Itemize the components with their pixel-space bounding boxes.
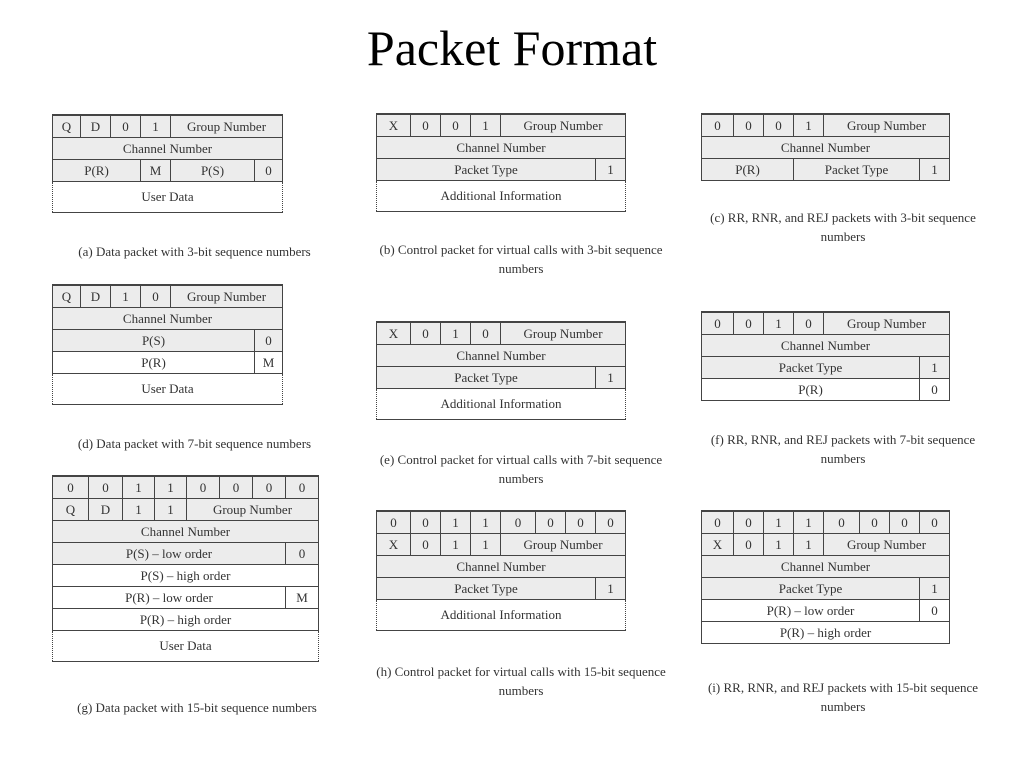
field-0: 0 (471, 322, 501, 345)
field-p-r-low-order: P(R) – low order (702, 600, 920, 622)
field-1: 1 (441, 534, 471, 556)
field-0: 0 (920, 379, 950, 401)
packet-caption-b: (b) Control packet for virtual calls with 3-bit sequence numbers (379, 242, 663, 276)
packet-caption-d: (d) Data packet with 7-bit sequence numbers (77, 436, 312, 451)
field-user-data: User Data (53, 182, 283, 213)
field-1: 1 (596, 367, 626, 389)
field-1: 1 (794, 534, 824, 556)
field-0: 0 (187, 476, 220, 499)
packet-row (377, 114, 626, 137)
packet-row (377, 322, 626, 345)
field-1: 1 (155, 499, 187, 521)
field-group-number: Group Number (171, 115, 283, 138)
field-packet-type: Packet Type (702, 357, 920, 379)
field-channel-number: Channel Number (377, 556, 626, 578)
field-additional-information: Additional Information (377, 389, 626, 420)
field-0: 0 (501, 511, 536, 534)
field-channel-number: Channel Number (702, 556, 950, 578)
field-p-r: P(R) (702, 159, 794, 181)
field-0: 0 (764, 114, 794, 137)
field-1: 1 (123, 499, 155, 521)
packet-table-h (376, 510, 626, 631)
field-user-data: User Data (53, 631, 319, 662)
packet-row (702, 335, 950, 357)
field-0: 0 (734, 534, 764, 556)
field-0: 0 (920, 511, 950, 534)
packet-table-e (376, 321, 626, 420)
packet-row (53, 521, 319, 543)
packet-row (53, 330, 283, 352)
field-1: 1 (441, 511, 471, 534)
packet-caption-f: (f) RR, RNR, and REJ packets with 7-bit sequence numbers (710, 432, 976, 466)
field-0: 0 (794, 312, 824, 335)
field-0: 0 (536, 511, 566, 534)
field-0: 0 (89, 476, 123, 499)
field-0: 0 (702, 511, 734, 534)
field-group-number: Group Number (501, 534, 626, 556)
field-d: D (89, 499, 123, 521)
field-p-r-low-order: P(R) – low order (53, 587, 286, 609)
packet-row (377, 534, 626, 556)
field-1: 1 (471, 511, 501, 534)
packet-row (377, 389, 626, 420)
field-0: 0 (286, 476, 319, 499)
field-1: 1 (920, 357, 950, 379)
field-0: 0 (734, 511, 764, 534)
packet-row (53, 499, 319, 521)
packet-row (377, 345, 626, 367)
field-1: 1 (764, 534, 794, 556)
field-0: 0 (596, 511, 626, 534)
field-p-r-high-order: P(R) – high order (53, 609, 319, 631)
field-1: 1 (441, 322, 471, 345)
field-0: 0 (441, 114, 471, 137)
field-0: 0 (253, 476, 286, 499)
packet-row (377, 181, 626, 212)
field-channel-number: Channel Number (377, 137, 626, 159)
field-x: X (377, 322, 411, 345)
field-x: X (377, 534, 411, 556)
field-group-number: Group Number (187, 499, 319, 521)
field-0: 0 (734, 114, 764, 137)
field-1: 1 (596, 159, 626, 181)
packet-row (53, 565, 319, 587)
packet-row (53, 374, 283, 405)
field-packet-type: Packet Type (794, 159, 920, 181)
field-p-r: P(R) (53, 160, 141, 182)
field-group-number: Group Number (171, 285, 283, 308)
packet-row (702, 534, 950, 556)
field-1: 1 (920, 159, 950, 181)
field-0: 0 (286, 543, 319, 565)
field-group-number: Group Number (501, 322, 626, 345)
field-packet-type: Packet Type (377, 159, 596, 181)
packet-table-g (52, 475, 319, 662)
packet-table-c (701, 113, 950, 181)
packet-row (702, 379, 950, 401)
packet-table-i (701, 510, 950, 644)
field-m: M (141, 160, 171, 182)
field-0: 0 (920, 600, 950, 622)
packet-caption-h: (h) Control packet for virtual calls with 15-bit sequence numbers (376, 664, 666, 698)
packet-table-b (376, 113, 626, 212)
field-0: 0 (141, 285, 171, 308)
packet-row (377, 137, 626, 159)
packet-row (377, 159, 626, 181)
field-channel-number: Channel Number (53, 138, 283, 160)
packet-table-d (52, 284, 283, 405)
field-1: 1 (920, 578, 950, 600)
field-1: 1 (794, 511, 824, 534)
field-x: X (702, 534, 734, 556)
field-0: 0 (566, 511, 596, 534)
packet-row (53, 609, 319, 631)
field-1: 1 (141, 115, 171, 138)
field-0: 0 (220, 476, 253, 499)
field-1: 1 (123, 476, 155, 499)
field-channel-number: Channel Number (377, 345, 626, 367)
field-0: 0 (411, 511, 441, 534)
field-q: Q (53, 499, 89, 521)
packet-caption-a: (a) Data packet with 3-bit sequence numbers (78, 244, 311, 259)
packet-row (53, 138, 283, 160)
field-user-data: User Data (53, 374, 283, 405)
packet-row (53, 476, 319, 499)
field-1: 1 (111, 285, 141, 308)
packet-caption-e: (e) Control packet for virtual calls with 7-bit sequence numbers (379, 452, 663, 486)
field-p-r: P(R) (702, 379, 920, 401)
packet-row (53, 308, 283, 330)
packet-row (702, 357, 950, 379)
field-q: Q (53, 285, 81, 308)
field-m: M (255, 352, 283, 374)
field-0: 0 (411, 534, 441, 556)
packet-row (377, 578, 626, 600)
field-p-s-high-order: P(S) – high order (53, 565, 319, 587)
packet-row (53, 543, 319, 565)
field-0: 0 (255, 160, 283, 182)
field-group-number: Group Number (824, 534, 950, 556)
packet-row (702, 312, 950, 335)
packet-table-a (52, 114, 283, 213)
packet-row (377, 367, 626, 389)
field-channel-number: Channel Number (53, 308, 283, 330)
field-group-number: Group Number (824, 114, 950, 137)
packet-row (702, 556, 950, 578)
packet-row (702, 622, 950, 644)
field-0: 0 (255, 330, 283, 352)
field-group-number: Group Number (824, 312, 950, 335)
field-additional-information: Additional Information (377, 600, 626, 631)
packet-caption-i: (i) RR, RNR, and REJ packets with 15-bit sequence numbers (707, 680, 979, 714)
field-x: X (377, 114, 411, 137)
field-q: Q (53, 115, 81, 138)
packet-row (702, 159, 950, 181)
field-group-number: Group Number (501, 114, 626, 137)
field-p-s: P(S) (53, 330, 255, 352)
field-channel-number: Channel Number (702, 335, 950, 357)
packet-row (53, 631, 319, 662)
field-p-r-high-order: P(R) – high order (702, 622, 950, 644)
slide-title: Packet Format (366, 20, 658, 76)
field-additional-information: Additional Information (377, 181, 626, 212)
field-0: 0 (702, 114, 734, 137)
field-1: 1 (471, 534, 501, 556)
field-d: D (81, 285, 111, 308)
packet-row (53, 285, 283, 308)
field-p-r: P(R) (53, 352, 255, 374)
packet-row (702, 511, 950, 534)
packet-row (53, 587, 319, 609)
field-0: 0 (111, 115, 141, 138)
field-packet-type: Packet Type (377, 578, 596, 600)
field-1: 1 (764, 511, 794, 534)
field-0: 0 (860, 511, 890, 534)
packet-row (702, 600, 950, 622)
field-0: 0 (734, 312, 764, 335)
field-0: 0 (702, 312, 734, 335)
packet-row (53, 115, 283, 138)
field-1: 1 (155, 476, 187, 499)
field-0: 0 (411, 322, 441, 345)
field-channel-number: Channel Number (53, 521, 319, 543)
field-0: 0 (53, 476, 89, 499)
field-0: 0 (411, 114, 441, 137)
packet-table-f (701, 311, 950, 401)
field-d: D (81, 115, 111, 138)
field-1: 1 (471, 114, 501, 137)
packet-row (702, 114, 950, 137)
field-1: 1 (596, 578, 626, 600)
packet-row (53, 352, 283, 374)
field-channel-number: Channel Number (702, 137, 950, 159)
packet-caption-g: (g) Data packet with 15-bit sequence numbers (77, 700, 317, 715)
packet-row (702, 137, 950, 159)
field-p-s: P(S) (171, 160, 255, 182)
packet-row (377, 600, 626, 631)
field-0: 0 (377, 511, 411, 534)
packet-caption-c: (c) RR, RNR, and REJ packets with 3-bit sequence numbers (710, 210, 976, 244)
field-p-s-low-order: P(S) – low order (53, 543, 286, 565)
field-1: 1 (764, 312, 794, 335)
field-packet-type: Packet Type (702, 578, 920, 600)
packet-row (53, 182, 283, 213)
packet-row (377, 511, 626, 534)
field-0: 0 (824, 511, 860, 534)
packet-row (377, 556, 626, 578)
field-0: 0 (890, 511, 920, 534)
field-m: M (286, 587, 319, 609)
packet-row (702, 578, 950, 600)
field-packet-type: Packet Type (377, 367, 596, 389)
field-1: 1 (794, 114, 824, 137)
packet-row (53, 160, 283, 182)
